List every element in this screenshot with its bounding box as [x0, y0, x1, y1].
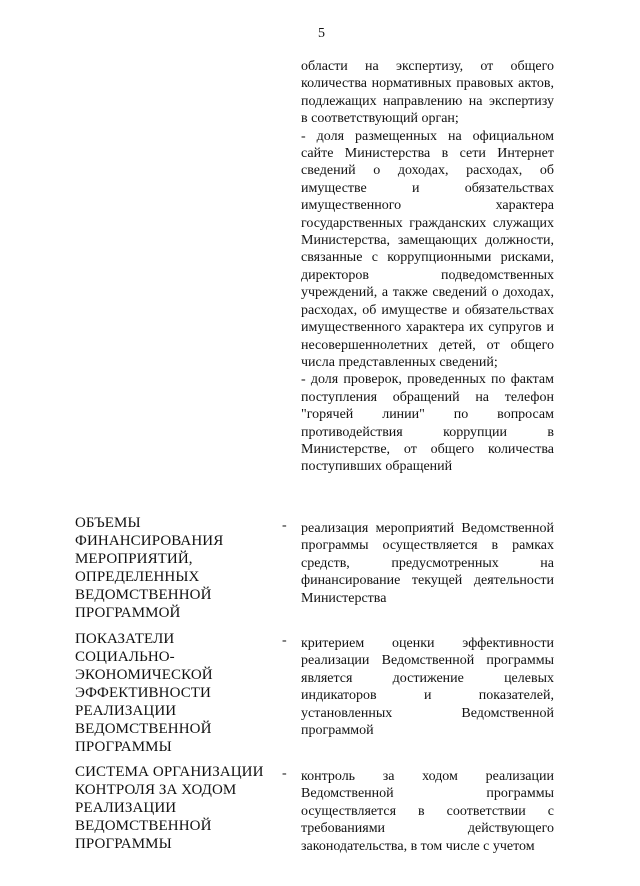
page-number: 5	[318, 26, 325, 41]
label-line: ПРОГРАММЫ	[75, 836, 172, 852]
section-text-financing	[301, 520, 554, 607]
label-line: СОЦИАЛЬНО-	[75, 649, 175, 665]
label-line: РЕАЛИЗАЦИИ	[75, 703, 177, 719]
label-line: РЕАЛИЗАЦИИ	[75, 800, 177, 816]
label-line: МЕРОПРИЯТИЙ,	[75, 551, 193, 567]
intro-paragraph: - доля проверок, проведенных по фактам поступления обращений на телефон "горячей линии" по вопросам противодействия коррупции в Министерстве, от общего количества поступивших обращений	[301, 372, 554, 475]
section-dash: -	[282, 766, 287, 781]
label-line: ВЕДОМСТВЕННОЙ	[75, 587, 212, 603]
section-label-financing	[75, 514, 270, 622]
intro-text	[301, 58, 554, 476]
intro-paragraph: области на экспертизу, от общего количества нормативных правовых актов, подлежащих направлению на экспертизу в соответствующий орган;	[301, 59, 554, 127]
label-line: ОБЪЕМЫ	[75, 515, 141, 531]
section-dash: -	[282, 633, 287, 648]
label-line: ОПРЕДЕЛЕННЫХ	[75, 569, 200, 585]
section-text-indicators	[301, 635, 554, 739]
section-text-control	[301, 768, 554, 855]
label-line: ВЕДОМСТВЕННОЙ	[75, 721, 212, 737]
section-paragraph: критерием оценки эффективности реализации Ведомственной программы является достижение целевых индикаторов и показателей, установленных Ведомственной программой	[301, 636, 554, 739]
label-line: ЭКОНОМИЧЕСКОЙ	[75, 667, 213, 683]
label-line: ЭФФЕКТИВНОСТИ	[75, 685, 211, 701]
section-dash: -	[282, 518, 287, 533]
section-paragraph: реализация мероприятий Ведомственной программы осуществляется в рамках средств, предусмотренных на финансирование текущей деятельности Министерства	[301, 521, 554, 606]
label-line: ВЕДОМСТВЕННОЙ	[75, 818, 212, 834]
label-line: ПРОГРАММЫ	[75, 739, 172, 755]
label-line: СИСТЕМА ОРГАНИЗАЦИИ	[75, 764, 264, 780]
label-line: ПРОГРАММОЙ	[75, 605, 181, 621]
label-line: КОНТРОЛЯ ЗА ХОДОМ	[75, 782, 237, 798]
label-line: ФИНАНСИРОВАНИЯ	[75, 533, 224, 549]
intro-paragraph: - доля размещенных на официальном сайте Министерства в сети Интернет сведений о доходах, расходах, об имуществе и обязательствах имущественного характера государственных гражданских служащих Министерства, замещающих должности, связанные с коррупционными рисками, директоров подведомственных учреждений, а также сведений о доходах, расходах, об имуществе и обязательствах имущественного характера их супругов и несовершеннолетних детей, от общего числа представленных сведений;	[301, 128, 554, 370]
section-label-indicators	[75, 630, 270, 756]
section-label-control	[75, 763, 270, 853]
label-line: ПОКАЗАТЕЛИ	[75, 631, 175, 647]
section-paragraph: контроль за ходом реализации Ведомственной программы осуществляется в соответствии с требованиями действующего законодательства, в том числе с учетом	[301, 769, 554, 854]
